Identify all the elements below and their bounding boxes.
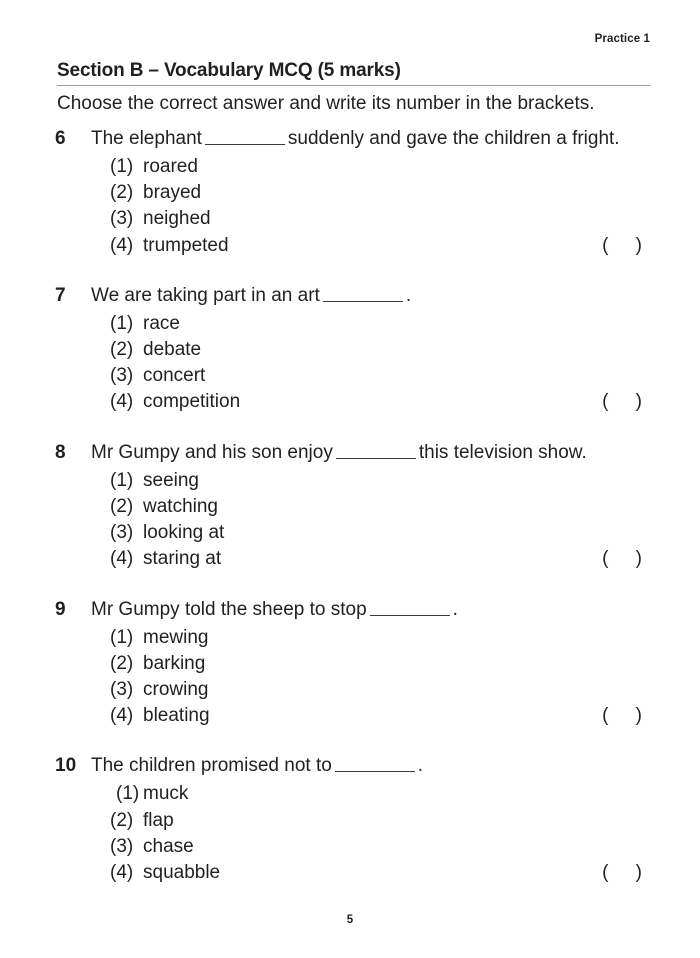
option-label: squabble <box>143 862 221 883</box>
option-label: barking <box>143 652 206 674</box>
option-label: chase <box>143 835 194 857</box>
question-stem-row <box>0 440 700 467</box>
answer-brackets[interactable]: ( ) <box>602 548 653 570</box>
option-marker: (2) <box>110 809 134 831</box>
option-label: crowing <box>143 678 209 700</box>
answer-blank <box>335 758 415 773</box>
option-label: seeing <box>143 469 199 491</box>
section-header <box>57 60 650 86</box>
option-marker: (1) <box>110 155 134 177</box>
answer-brackets[interactable]: ( ) <box>602 234 653 256</box>
option-list <box>0 781 700 886</box>
question-list <box>0 126 700 910</box>
option-marker: (3) <box>110 522 134 544</box>
option-item[interactable] <box>0 808 700 834</box>
option-marker: (4) <box>110 862 134 883</box>
option-item[interactable] <box>0 233 700 259</box>
option-item[interactable] <box>0 625 700 651</box>
answer-brackets[interactable]: ( ) <box>602 862 653 883</box>
option-marker: (4) <box>110 548 134 570</box>
option-marker: (1) <box>110 469 134 491</box>
option-item[interactable] <box>0 677 700 703</box>
answer-blank <box>336 444 416 459</box>
page-number: 5 <box>346 914 354 926</box>
option-item[interactable] <box>0 651 700 677</box>
option-marker: (2) <box>110 339 134 361</box>
question-text-before-blank: Mr Gumpy and his son enjoy <box>91 441 333 463</box>
question-text <box>91 283 431 310</box>
option-item[interactable] <box>0 546 700 572</box>
option-label: watching <box>143 495 218 517</box>
option-marker: (4) <box>110 391 134 413</box>
option-marker: (3) <box>110 365 134 387</box>
option-item[interactable] <box>0 363 700 389</box>
option-marker: (3) <box>110 208 134 230</box>
option-label: flap <box>143 809 174 831</box>
option-label: brayed <box>143 182 202 204</box>
question-text-after-blank: this television show. <box>418 441 587 463</box>
answer-blank <box>323 287 403 302</box>
option-list <box>0 625 700 730</box>
question-text-before-blank: Mr Gumpy told the sheep to stop <box>91 598 367 620</box>
question-stem-row <box>0 126 700 153</box>
option-list <box>0 311 700 416</box>
option-item[interactable] <box>0 781 700 807</box>
answer-brackets[interactable]: ( ) <box>602 705 653 727</box>
option-item[interactable] <box>0 389 700 415</box>
question-text <box>91 126 640 153</box>
question-text-before-blank: We are taking part in an art <box>91 284 320 306</box>
option-marker: (4) <box>110 705 134 727</box>
option-label: bleating <box>143 705 210 727</box>
question-item <box>0 126 700 259</box>
question-number: 9 <box>55 598 66 620</box>
option-list <box>0 468 700 573</box>
option-label: race <box>143 312 180 334</box>
question-item <box>0 283 700 416</box>
option-marker: (3) <box>110 835 134 857</box>
option-item[interactable] <box>0 206 700 232</box>
option-label: trumpeted <box>143 234 229 256</box>
question-stem-row <box>0 283 700 310</box>
option-label: concert <box>143 365 206 387</box>
option-item[interactable] <box>0 468 700 494</box>
running-head: Practice 1 <box>594 33 650 45</box>
option-marker: (2) <box>110 495 134 517</box>
option-label: staring at <box>143 548 222 570</box>
option-marker: (2) <box>110 652 134 674</box>
question-stem-row <box>0 753 700 780</box>
question-number: 10 <box>55 755 77 777</box>
section-divider <box>57 85 650 86</box>
question-text-before-blank: The elephant <box>91 128 202 149</box>
option-label: mewing <box>143 626 209 648</box>
option-label: roared <box>143 155 198 177</box>
option-item[interactable] <box>0 337 700 363</box>
question-item <box>0 440 700 573</box>
question-item <box>0 753 700 886</box>
option-marker: (3) <box>110 678 134 700</box>
question-item <box>0 597 700 730</box>
question-text-after-blank: . <box>452 598 458 620</box>
question-text <box>91 597 478 624</box>
question-text-before-blank: The children promised not to <box>91 755 332 777</box>
question-number: 7 <box>55 284 66 306</box>
answer-blank <box>205 130 285 145</box>
option-marker: (4) <box>110 234 134 256</box>
section-title: Section B – Vocabulary MCQ (5 marks) <box>57 60 401 81</box>
question-text-after-blank: . <box>417 755 424 777</box>
option-marker: (1) <box>110 312 134 334</box>
option-label: muck <box>143 783 189 805</box>
option-marker: (1) <box>110 626 134 648</box>
option-list <box>0 154 700 259</box>
question-text-after-blank: . <box>405 284 412 306</box>
option-item[interactable] <box>0 703 700 729</box>
question-stem-row <box>0 597 700 624</box>
option-label: debate <box>143 339 202 361</box>
option-item[interactable] <box>0 494 700 520</box>
section-instruction: Choose the correct answer and write its number in the brackets. <box>57 93 595 114</box>
question-text <box>91 440 607 467</box>
option-item[interactable] <box>0 520 700 546</box>
answer-blank <box>370 601 450 616</box>
option-item[interactable] <box>0 834 700 860</box>
option-item[interactable] <box>0 311 700 337</box>
answer-brackets[interactable]: ( ) <box>602 391 653 413</box>
option-item[interactable] <box>0 860 700 886</box>
question-text-after-blank: suddenly and gave the children a fright. <box>287 128 620 149</box>
option-item[interactable] <box>0 180 700 206</box>
question-text <box>91 753 443 780</box>
option-marker: (2) <box>110 182 134 204</box>
question-number: 6 <box>55 128 66 149</box>
option-item[interactable] <box>0 154 700 180</box>
option-marker: (1) <box>116 783 140 805</box>
option-label: competition <box>143 391 241 413</box>
option-label: looking at <box>143 522 225 544</box>
question-number: 8 <box>55 441 66 463</box>
option-label: neighed <box>143 208 211 230</box>
